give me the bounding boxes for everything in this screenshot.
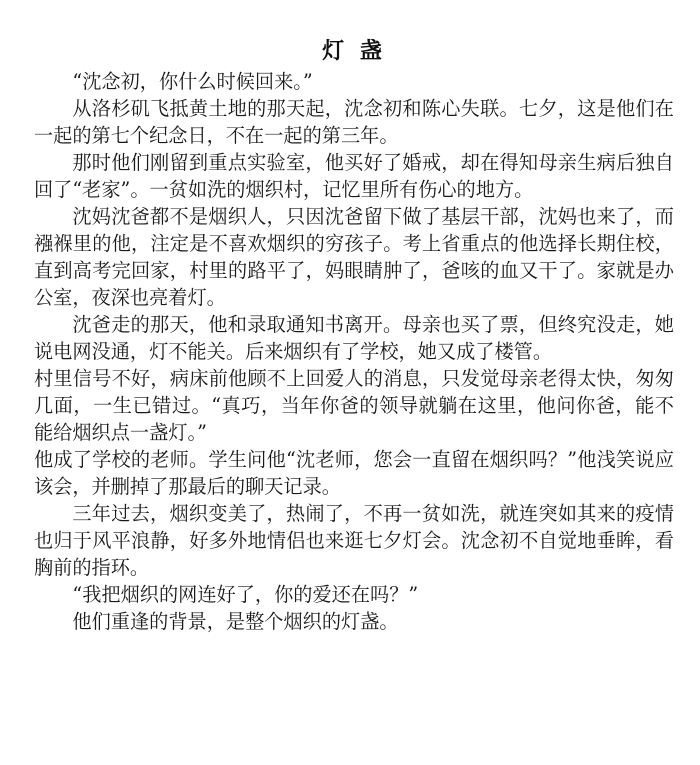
document-page [34, 34, 674, 635]
paragraph-3: 那时他们刚留到重点实验室，他买好了婚戒，却在得知母亲生病后独自回了“老家”。一贫如洗的烟织村，记忆里所有伤心的地方。 [34, 151, 674, 201]
paragraph-10: 他们重逢的背景，是整个烟织的灯盏。 [72, 610, 399, 633]
paragraph-5: 沈爸走的那天，他和录取通知书离开。母亲也买了票，但终究没走，她说电网没通，灯不能关。后来烟织有了学校，她又成了楼管。 [34, 313, 674, 363]
paragraph-9: “我把烟织的网连好了，你的爱还在吗？” [72, 583, 419, 606]
paragraph-2: 从洛杉矶飞抵黄土地的那天起，沈念初和陈心失联。七夕，这是他们在一起的第七个纪念日，不在一起的第三年。 [34, 97, 674, 147]
paragraph-4: 沈妈沈爸都不是烟织人，只因沈爸留下做了基层干部，沈妈也来了，而襁褓里的他，注定是不喜欢烟织的穷孩子。考上省重点的他选择长期住校，直到高考完回家，村里的路平了，妈眼睛肿了，爸咳的血又干了。家就是办公室，夜深也亮着灯。 [34, 205, 674, 309]
paragraph-6: 村里信号不好，病床前他顾不上回爱人的消息，只发觉母亲老得太快，匆匆几面，一生已错过。“真巧，当年你爸的领导就躺在这里，他问你爸，能不能给烟织点一盏灯。” [34, 367, 674, 444]
document-title: 灯 盏 [322, 38, 386, 64]
paragraph-7: 他成了学校的老师。学生问他“沈老师，您会一直留在烟织吗？”他浅笑说应该会，并删掉了那最后的聊天记录。 [34, 448, 674, 498]
paragraph-1: “沈念初，你什么时候回来。” [72, 70, 313, 93]
paragraph-8: 三年过去，烟织变美了，热闹了，不再一贫如洗，就连突如其来的疫情也归于风平浪静，好多外地情侣也来逛七夕灯会。沈念初不自觉地垂眸，看胸前的指环。 [34, 502, 674, 579]
document-body [34, 68, 674, 635]
